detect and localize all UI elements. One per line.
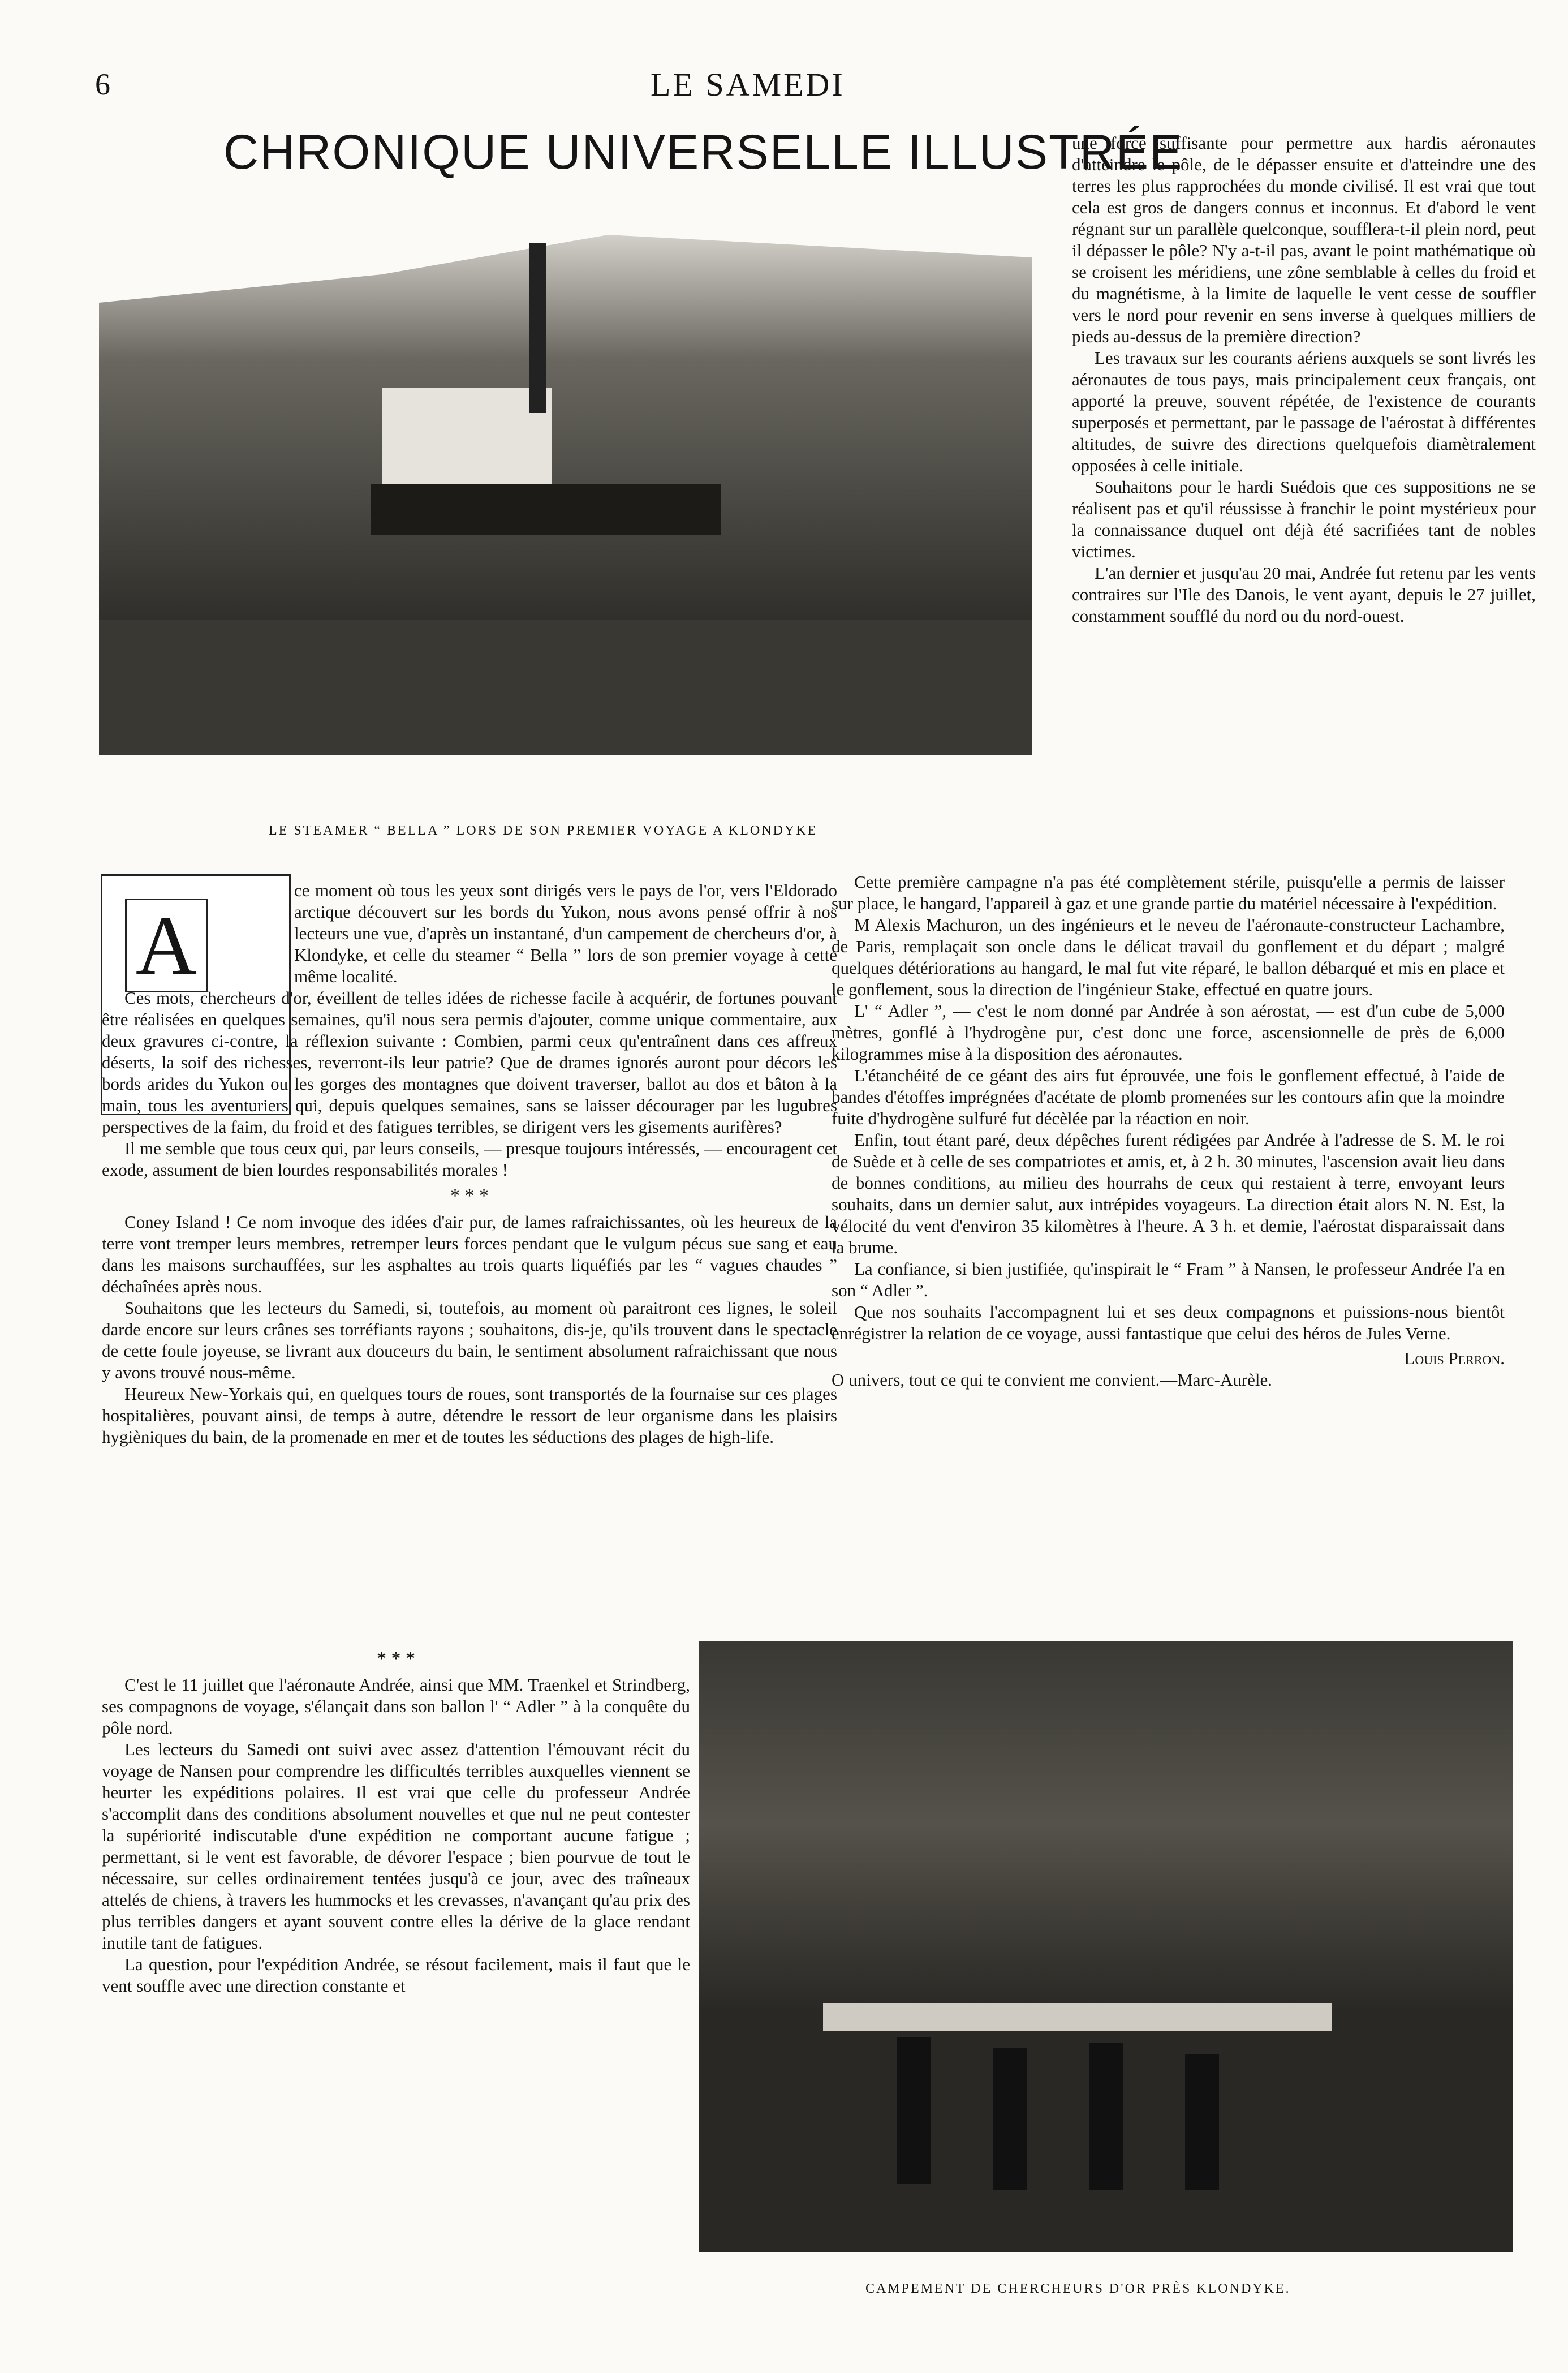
steamer-illustration: [99, 190, 1032, 755]
separator: * * *: [450, 1185, 489, 1206]
paragraph: L'an dernier et jusqu'au 20 mai, Andrée fut retenu par les vents contraires sur l'Ile des Danois, le vent ayant, depuis le 27 juillet, constamment soufflé du nord ou du nord-ouest.: [1072, 563, 1536, 626]
separator: * * *: [377, 1648, 415, 1669]
photo1-caption: LE STEAMER “ BELLA ” LORS DE SON PREMIER VOYAGE A KLONDYKE: [269, 823, 818, 838]
dropcap-letter: A: [125, 899, 208, 992]
paragraph: Que nos souhaits l'accompagnent lui et ses deux compagnons et puissions-nous bientôt enrégistrer la relation de ce voyage, aussi fantastique que celui des héros de Jules Verne.: [832, 1302, 1505, 1343]
running-head: LE SAMEDI: [651, 66, 845, 103]
column-left-bottom: [102, 1644, 690, 1997]
steamer-photo: [99, 190, 1032, 755]
paragraph: Cette première campagne n'a pas été complètement stérile, puisqu'elle a permis de laisser sur place, le hangard, l'appareil à gaz et une grande partie du matériel nécessaire à l'expédition.: [832, 872, 1505, 913]
paragraph: L'étanchéité de ce géant des airs fut éprouvée, une fois le gonflement effectué, à l'aide de bandes d'étoffes imprégnées d'acétate de plomb promenées sur les contours afin que la moindre fuite d'hydrogène sulfuré fut décèlée par la réaction en noir.: [832, 1065, 1505, 1128]
paragraph: Les travaux sur les courants aériens auxquels se sont livrés les aéronautes de tous pays, mais principalement ceux français, ont apporté la preuve, souvent répétée, de l'existence de courants superposés et permettant, par le passage de l'aérostat à différentes altitudes, de suivre des directions quelquefois diamètralement opposées à celle initiale.: [1072, 348, 1536, 475]
paragraph: ce moment où tous les yeux sont dirigés vers le pays de l'or, vers l'Eldorado arctique découvert sur les bords du Yukon, nous avons pensé offrir à nos lecteurs une vue, d'après un instantané, d'un campement de chercheurs d'or, à Klondyke, et celle du steamer “ Bella ” lors de son premier voyage à cette même localité.: [294, 880, 837, 986]
camp-illustration: [699, 1641, 1513, 2252]
paragraph: Enfin, tout étant paré, deux dépêches furent rédigées par Andrée à l'adresse de S. M. le roi de Suède et à celle de ses compatriotes et amis, et, à 2 h. 30 minutes, l'ascension avait lieu dans de bonnes conditions, au milieu des hourrahs de ceux qui restaient à terre, envoyant leurs souhaits, dans un dernier salut, aux intrépides voyageurs. La direction était alors N. N. Est, la vélocité du vent d'environ 35 kilomètres à l'heure. A 3 h. et demie, l'aérostat disparaissait dans la brume.: [832, 1130, 1505, 1257]
column-mid: [832, 871, 1505, 1391]
camp-photo: [699, 1641, 1513, 2252]
paragraph: Les lecteurs du Samedi ont suivi avec assez d'attention l'émouvant récit du voyage de Nansen pour comprendre les difficultés terribles auxquelles viennent se heurter les expéditions polaires. Il est vrai que celle du professeur Andrée s'accomplit dans des conditions absolument nouvelles et que nul ne peut contester la supériorité indiscutable d'une expédition ne comportant aucune fatigue ; permettant, si le vent est favorable, de dévorer l'espace ; bien pourvue de tout le nécessaire, sur celles ordinairement tentées jusqu'à ce jour, avec des traîneaux attelés de chiens, à travers les hummocks et les crevasses, n'avançant qu'au prix des plus terribles dangers et ayant souvent contre elles la dérive de la glace rendant inutile tant de fatigues.: [102, 1739, 690, 1953]
paragraph: Souhaitons que les lecteurs du Samedi, si, toutefois, au moment où paraitront ces lignes, le soleil darde encore sur leurs crânes ses torréfiants rayons ; souhaitons, dis-je, qu'ils trouvent dans le spectacle de cette foule joyeuse, se livrant aux douceurs du bain, le sentiment absolument rafraichissant que nous y avons trouvé nous-même.: [102, 1298, 837, 1382]
signature: Louis Perron.: [1404, 1348, 1505, 1368]
quote: O univers, tout ce qui te convient me convient.—Marc-Aurèle.: [832, 1370, 1273, 1390]
page-number: 6: [95, 67, 110, 101]
column-right-top: [1072, 132, 1536, 627]
paragraph: Coney Island ! Ce nom invoque des idées d'air pur, de lames rafraichissantes, où les heureux de la terre vont tremper leurs membres, retremper leurs forces pendant que le vulgum pécus sue sang et eau dans les maisons surchauffées, sur les asphaltes au trois quarts liquéfiés par les “ vagues chaudes ” déchaînées après nous.: [102, 1212, 837, 1296]
paragraph: C'est le 11 juillet que l'aéronaute Andrée, ainsi que MM. Traenkel et Strindberg, ses compagnons de voyage, s'élançait dans son ballon l' “ Adler ” à la conquête du pôle nord.: [102, 1675, 690, 1738]
paragraph: Il me semble que tous ceux qui, par leurs conseils, — presque toujours intéressés, — encouragent cet exode, assument de bien lourdes responsabilités morales !: [102, 1138, 837, 1180]
paragraph: L' “ Adler ”, — c'est le nom donné par Andrée à son aérostat, — est d'un cube de 5,000 mètres, gonflé à l'hydrogène pur, c'est donc une force, ascensionnelle de près de 6,000 kilogrammes mise à la disposition des aéronautes.: [832, 1001, 1505, 1064]
paragraph: M Alexis Machuron, un des ingénieurs et le neveu de l'aéronaute-constructeur Lachambre, de Paris, remplaçait son oncle dans le délicat travail du gonflement et du départ ; malgré quelques détériorations au hangard, le mal fut vite réparé, le ballon débarqué et mis en place et le gonflement, sous la direction de l'ingénieur Stake, effectué en quatre jours.: [832, 915, 1505, 999]
paragraph: Souhaitons pour le hardi Suédois que ces suppositions ne se réalisent pas et qu'il réussisse à franchir le point mystérieux pour la connaissance duquel ont déjà été sacrifiées tant de nobles victimes.: [1072, 477, 1536, 561]
paragraph: La confiance, si bien justifiée, qu'inspirait le “ Fram ” à Nansen, le professeur Andrée l'a en son “ Adler ”.: [832, 1259, 1505, 1300]
section-title: CHRONIQUE UNIVERSELLE ILLUSTRÉE: [223, 125, 1183, 179]
paragraph: Heureux New-Yorkais qui, en quelques tours de roues, sont transportés de la fournaise sur ces plages hospitalières, pouvant ainsi, de temps à autre, détendre le ressort de leur organisme dans les plaisirs hygièniques du bain, de la promenade en mer et de toutes les séductions des plages de high-life.: [102, 1384, 837, 1447]
paragraph: une force suffisante pour permettre aux hardis aéronautes d'atteindre le pôle, de le dépasser ensuite et d'atteindre une des terres les plus rapprochées du monde civilisé. Il est vrai que tout cela est gros de dangers connus et inconnus. Et d'abord le vent régnant sur un parallèle quelconque, soufflera-t-il plein nord, peut il dépasser le pôle? N'y a-t-il pas, avant le point mathématique où se croisent les méridiens, une zône semblable à celles du froid et du magnétisme, à la limite de laquelle le vent cesse de souffler vers le nord pour revenir en sens inverse à quelques milliers de pieds au-dessus de la première direction?: [1072, 133, 1536, 346]
paragraph: La question, pour l'expédition Andrée, se résout facilement, mais il faut que le vent souffle avec une direction constante et: [102, 1954, 690, 1996]
paragraph: Ces mots, chercheurs d'or, éveillent de telles idées de richesse facile à acquérir, de fortunes pouvant être réalisées en quelques semaines, qu'il nous sera permis d'ajouter, comme unique commentaire, aux deux gravures ci-contre, la réflexion suivante : Combien, parmi ceux qu'entraînent dans ces affreux déserts, la soif des richesses, reverront-ils leur patrie? Que de drames ignorés auront pour décors les bords arides du Yukon ou les gorges des montagnes que doivent traverser, ballot au dos et bâton à la main, tous les aventuriers qui, depuis quelques semaines, sans se laisser décourager par les lugubres perspectives de la faim, du froid et des fatigues terribles, se dirigent vers les gisements aurifères?: [102, 988, 837, 1137]
photo2-caption: CAMPEMENT DE CHERCHEURS D'OR PRÈS KLONDYKE.: [865, 2281, 1291, 2296]
column-left: [102, 880, 837, 1448]
